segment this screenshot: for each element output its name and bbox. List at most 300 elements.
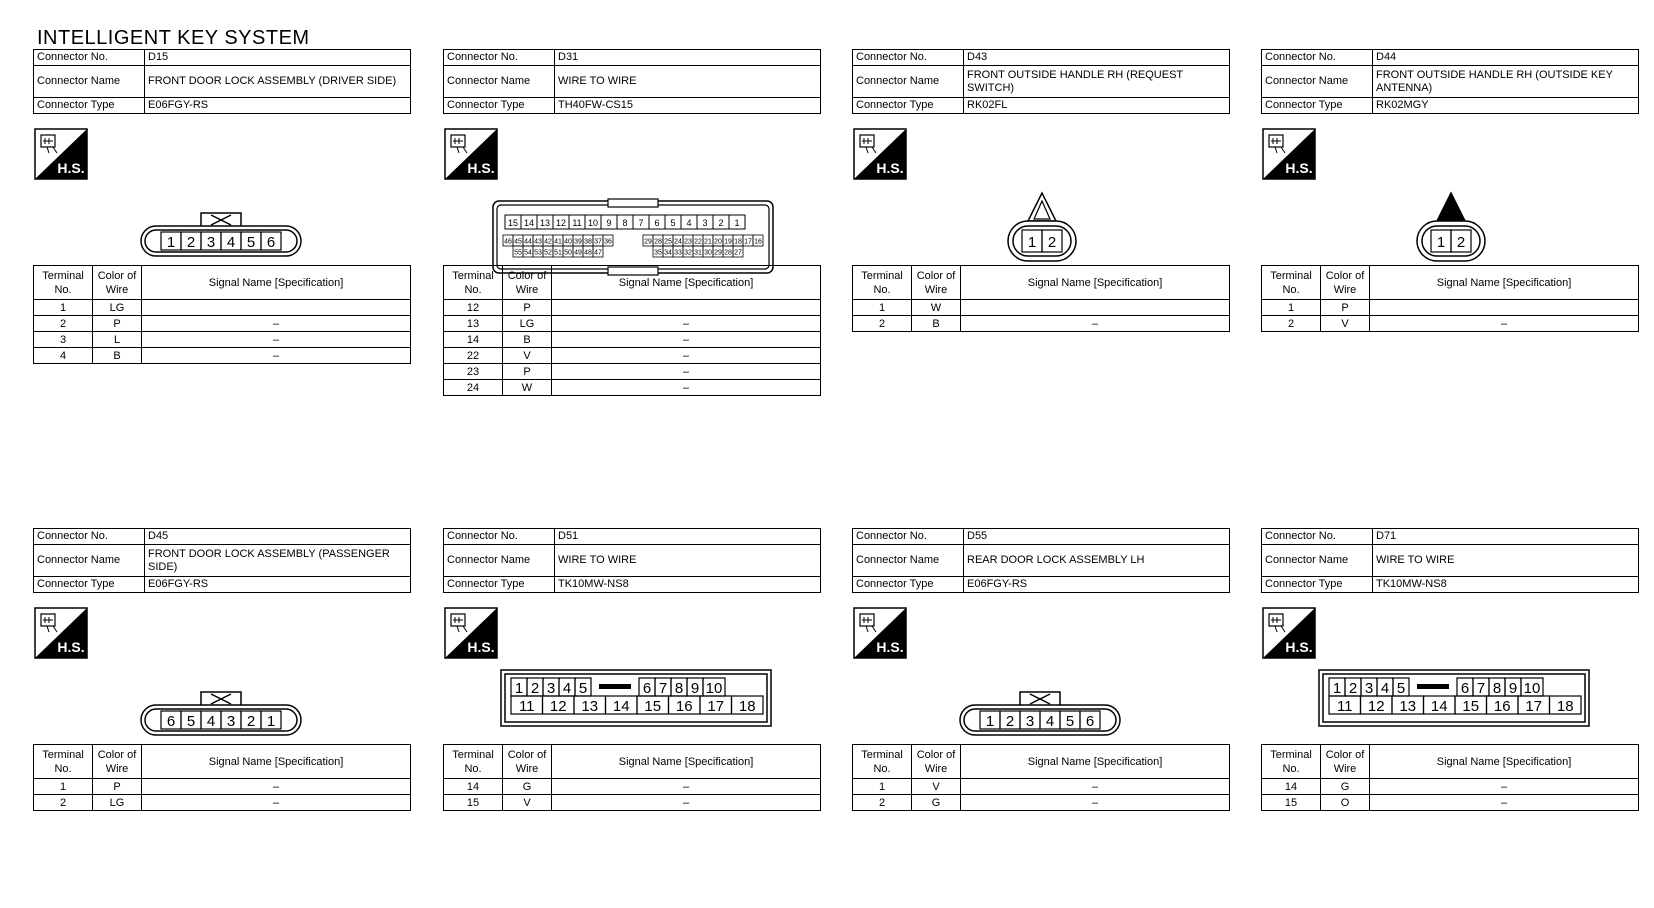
pin-label: 9: [1508, 680, 1518, 697]
pin-label: 12: [549, 698, 567, 715]
terminal-no-header: Terminal No.: [1262, 745, 1321, 779]
hs-badge-icon: [1263, 129, 1315, 179]
signal-name-cell: [142, 300, 411, 316]
pin-label: 54: [524, 249, 532, 257]
connector-header-table: [33, 528, 411, 593]
pin-label: 16: [754, 238, 762, 246]
connector-name-label: Connector Name: [853, 66, 964, 98]
wire-color-cell: V: [503, 348, 552, 364]
signal-table-header-row: [1262, 745, 1639, 779]
pin-label: 5: [578, 680, 588, 697]
pin-label: 2: [718, 218, 724, 228]
wire-color-cell: G: [1321, 779, 1370, 795]
connector-name-label: Connector Name: [853, 545, 964, 577]
pin-label: 15: [507, 218, 519, 228]
terminal-no-cell: 2: [34, 795, 93, 811]
connector-no-value: D43: [964, 50, 1230, 66]
table-row: [34, 300, 411, 316]
pin-label: 11: [572, 218, 582, 228]
pin-label: 6: [166, 713, 176, 730]
terminal-no-cell: 2: [1262, 316, 1321, 332]
hs-label: H.S.: [1285, 639, 1313, 655]
six-pin-connector-diagram: [141, 692, 301, 735]
pin-label: 4: [1045, 713, 1055, 730]
wire-color-cell: LG: [93, 300, 142, 316]
hs-badge-icon: [854, 129, 906, 179]
connector-type-value: TK10MW-NS8: [1373, 577, 1639, 593]
connector-panel: [33, 528, 411, 908]
pin-label: 1: [1436, 234, 1446, 251]
terminal-no-cell: 13: [444, 316, 503, 332]
connector-no-label: Connector No.: [444, 529, 555, 545]
pin-label: 55: [514, 249, 522, 257]
connector-no-label: Connector No.: [1262, 529, 1373, 545]
connector-type-label: Connector Type: [1262, 98, 1373, 114]
connector-no-value: D55: [964, 529, 1230, 545]
connector-name-row: [853, 545, 1230, 577]
wire-color-cell: B: [93, 348, 142, 364]
pin-label: 7: [1476, 680, 1486, 697]
pin-label: 2: [186, 234, 196, 251]
hs-label: H.S.: [1285, 160, 1313, 176]
signal-name-header: Signal Name [Specification]: [142, 266, 411, 300]
connector-name-value: FRONT OUTSIDE HANDLE RH (REQUEST SWITCH): [964, 66, 1230, 98]
connector-type-label: Connector Type: [853, 577, 964, 593]
connector-no-label: Connector No.: [34, 529, 145, 545]
connector-header-table: [1261, 49, 1639, 114]
signal-name-cell: –: [961, 779, 1230, 795]
terminal-no-cell: 14: [444, 332, 503, 348]
table-row: [444, 348, 821, 364]
pin-label: 14: [1430, 698, 1448, 715]
pin-label: 36: [604, 238, 612, 246]
pin-label: 10: [587, 218, 599, 228]
signal-table: [33, 265, 411, 364]
pin-label: 2: [1047, 234, 1057, 251]
table-row: [853, 795, 1230, 811]
connector-diagram: [443, 121, 821, 286]
connector-no-label: Connector No.: [444, 50, 555, 66]
table-row: [444, 380, 821, 396]
terminal-no-header: Terminal No.: [34, 266, 93, 300]
page-title: INTELLIGENT KEY SYSTEM: [37, 27, 310, 49]
connector-type-value: E06FGY-RS: [145, 577, 411, 593]
pin-label: 10: [705, 680, 723, 697]
pin-label: 9: [606, 218, 612, 228]
wire-color-cell: W: [503, 380, 552, 396]
pin-label: 5: [186, 713, 196, 730]
pin-label: 14: [612, 698, 630, 715]
connector-name-label: Connector Name: [34, 66, 145, 98]
connector-type-value: E06FGY-RS: [964, 577, 1230, 593]
connector-name-row: [444, 66, 821, 98]
wire-color-cell: P: [1321, 300, 1370, 316]
two-pin-female-connector-diagram: [1008, 193, 1076, 261]
signal-name-header: Signal Name [Specification]: [142, 745, 411, 779]
color-of-wire-header: Color of Wire: [912, 745, 961, 779]
connector-name-label: Connector Name: [1262, 66, 1373, 98]
signal-name-cell: –: [142, 779, 411, 795]
signal-name-cell: –: [1370, 779, 1639, 795]
wire-color-cell: V: [503, 795, 552, 811]
connector-panel: [1261, 49, 1639, 429]
table-row: [444, 364, 821, 380]
six-pin-connector-diagram: [960, 692, 1120, 735]
connector-panel: [443, 528, 821, 908]
pin-label: 4: [686, 218, 692, 228]
hs-badge-icon: [35, 129, 87, 179]
signal-name-header: Signal Name [Specification]: [552, 266, 821, 300]
pin-label: 23: [684, 238, 692, 246]
pin-label: 10: [1523, 680, 1541, 697]
connector-name-value: WIRE TO WIRE: [555, 66, 821, 98]
pin-label: 8: [622, 218, 628, 228]
pin-label: 1: [514, 680, 524, 697]
table-row: [34, 316, 411, 332]
connector-no-value: D31: [555, 50, 821, 66]
connector-name-value: WIRE TO WIRE: [555, 545, 821, 577]
connector-type-row: [1262, 98, 1639, 114]
pin-label: 50: [564, 249, 572, 257]
wire-color-cell: LG: [503, 316, 552, 332]
hs-label: H.S.: [467, 160, 495, 176]
signal-name-cell: –: [961, 795, 1230, 811]
signal-name-header: Signal Name [Specification]: [961, 266, 1230, 300]
connector-type-value: RK02MGY: [1373, 98, 1639, 114]
hs-label: H.S.: [876, 160, 904, 176]
pin-label: 5: [670, 218, 676, 228]
pin-label: 11: [1336, 698, 1353, 715]
connector-name-label: Connector Name: [34, 545, 145, 577]
pin-label: 39: [574, 238, 582, 246]
terminal-no-header: Terminal No.: [1262, 266, 1321, 300]
color-of-wire-header: Color of Wire: [1321, 266, 1370, 300]
color-of-wire-header: Color of Wire: [503, 745, 552, 779]
terminal-no-cell: 1: [853, 300, 912, 316]
pin-label: 22: [694, 238, 702, 246]
pin-label: 17: [1525, 698, 1543, 715]
connector-no-label: Connector No.: [853, 529, 964, 545]
terminal-no-cell: 15: [444, 795, 503, 811]
connector-diagram: [33, 121, 411, 286]
table-row: [1262, 795, 1639, 811]
connector-type-label: Connector Type: [444, 98, 555, 114]
terminal-no-cell: 1: [34, 300, 93, 316]
color-of-wire-header: Color of Wire: [912, 266, 961, 300]
signal-table: [1261, 744, 1639, 811]
terminal-no-cell: 14: [1262, 779, 1321, 795]
hs-badge-icon: [445, 608, 497, 658]
connector-header-table: [852, 49, 1230, 114]
wire-color-cell: B: [912, 316, 961, 332]
connector-type-value: TH40FW-CS15: [555, 98, 821, 114]
connector-no-row: [34, 529, 411, 545]
connector-diagram: [1261, 121, 1639, 286]
pin-label: 2: [530, 680, 540, 697]
signal-name-cell: –: [142, 348, 411, 364]
pin-label: 14: [523, 218, 535, 228]
hs-label: H.S.: [876, 639, 904, 655]
pin-label: 6: [266, 234, 276, 251]
pin-label: 1: [985, 713, 995, 730]
pin-label: 6: [642, 680, 652, 697]
signal-table: [852, 265, 1230, 332]
pin-label: 47: [594, 249, 602, 257]
signal-name-cell: –: [552, 332, 821, 348]
pin-label: 37: [594, 238, 602, 246]
signal-table-header-row: [1262, 266, 1639, 300]
pin-label: 4: [226, 234, 236, 251]
connector-type-label: Connector Type: [853, 98, 964, 114]
connector-name-label: Connector Name: [444, 545, 555, 577]
signal-table: [33, 744, 411, 811]
signal-name-cell: –: [552, 364, 821, 380]
pin-label: 32: [684, 249, 692, 257]
hs-label: H.S.: [467, 639, 495, 655]
wire-color-cell: L: [93, 332, 142, 348]
pin-label: 49: [574, 249, 582, 257]
connector-name-row: [34, 545, 411, 577]
pin-label: 2: [1005, 713, 1015, 730]
connector-name-label: Connector Name: [444, 66, 555, 98]
connector-header-table: [443, 528, 821, 593]
signal-name-cell: –: [552, 316, 821, 332]
wire-color-cell: P: [93, 316, 142, 332]
terminal-no-cell: 22: [444, 348, 503, 364]
connector-name-value: REAR DOOR LOCK ASSEMBLY LH: [964, 545, 1230, 577]
table-row: [34, 332, 411, 348]
wire-color-cell: B: [503, 332, 552, 348]
connector-name-row: [34, 66, 411, 98]
connector-type-row: [34, 98, 411, 114]
pin-label: 13: [539, 218, 551, 228]
signal-name-header: Signal Name [Specification]: [1370, 266, 1639, 300]
terminal-no-header: Terminal No.: [34, 745, 93, 779]
connector-no-row: [444, 529, 821, 545]
signal-name-cell: [1370, 300, 1639, 316]
connector-type-row: [34, 577, 411, 593]
connector-no-label: Connector No.: [1262, 50, 1373, 66]
pin-label: 5: [246, 234, 256, 251]
connector-no-value: D15: [145, 50, 411, 66]
signal-table-header-row: [34, 745, 411, 779]
connector-type-row: [853, 577, 1230, 593]
pin-label: 1: [734, 218, 740, 228]
signal-name-cell: –: [1370, 316, 1639, 332]
connector-panel: [443, 49, 821, 429]
connector-type-row: [853, 98, 1230, 114]
pin-label: 18: [734, 238, 742, 246]
wire-color-cell: G: [912, 795, 961, 811]
pin-label: 17: [744, 238, 752, 246]
connector-no-value: D44: [1373, 50, 1639, 66]
connector-name-label: Connector Name: [1262, 545, 1373, 577]
eighteen-pin-connector-diagram: [1319, 670, 1589, 726]
table-row: [444, 332, 821, 348]
wire-color-cell: O: [1321, 795, 1370, 811]
terminal-no-cell: 15: [1262, 795, 1321, 811]
color-of-wire-header: Color of Wire: [93, 266, 142, 300]
connector-header-table: [443, 49, 821, 114]
pin-label: 45: [514, 238, 522, 246]
pin-label: 8: [1492, 680, 1502, 697]
pin-label: 1: [166, 234, 176, 251]
pin-label: 4: [206, 713, 216, 730]
terminal-no-cell: 1: [853, 779, 912, 795]
connector-name-row: [444, 545, 821, 577]
six-pin-connector-diagram: [141, 213, 301, 256]
terminal-no-header: Terminal No.: [444, 745, 503, 779]
pin-label: 6: [1085, 713, 1095, 730]
pin-label: 3: [1364, 680, 1374, 697]
table-row: [444, 300, 821, 316]
pin-label: 28: [654, 238, 662, 246]
pin-label: 34: [664, 249, 672, 257]
terminal-no-cell: 2: [853, 795, 912, 811]
signal-table-header-row: [34, 266, 411, 300]
pin-label: 18: [738, 698, 756, 715]
table-row: [34, 779, 411, 795]
connector-type-label: Connector Type: [1262, 577, 1373, 593]
color-of-wire-header: Color of Wire: [1321, 745, 1370, 779]
pin-label: 46: [504, 238, 512, 246]
connector-type-value: E06FGY-RS: [145, 98, 411, 114]
connector-diagram: [1261, 600, 1639, 765]
wire-color-cell: LG: [93, 795, 142, 811]
signal-table-header-row: [853, 266, 1230, 300]
pin-label: 29: [644, 238, 652, 246]
table-row: [853, 779, 1230, 795]
pin-label: 4: [1380, 680, 1390, 697]
table-row: [1262, 300, 1639, 316]
pin-label: 13: [581, 698, 599, 715]
pin-label: 16: [675, 698, 693, 715]
connector-no-row: [1262, 529, 1639, 545]
signal-name-cell: –: [552, 779, 821, 795]
pin-label: 21: [704, 238, 712, 246]
pin-label: 30: [704, 249, 712, 257]
connector-no-row: [34, 50, 411, 66]
terminal-no-cell: 4: [34, 348, 93, 364]
pin-label: 5: [1065, 713, 1075, 730]
connector-type-value: TK10MW-NS8: [555, 577, 821, 593]
pin-label: 31: [694, 249, 702, 257]
pin-label: 7: [658, 680, 668, 697]
connector-type-row: [444, 577, 821, 593]
wire-color-cell: P: [93, 779, 142, 795]
pin-label: 3: [702, 218, 708, 228]
connector-name-value: FRONT DOOR LOCK ASSEMBLY (DRIVER SIDE): [145, 66, 411, 98]
terminal-no-cell: 2: [34, 316, 93, 332]
connector-diagram: [852, 121, 1230, 286]
wire-color-cell: P: [503, 364, 552, 380]
connector-type-label: Connector Type: [34, 577, 145, 593]
pin-label: 2: [246, 713, 256, 730]
connector-type-value: RK02FL: [964, 98, 1230, 114]
table-row: [444, 795, 821, 811]
signal-name-cell: –: [142, 316, 411, 332]
hs-label: H.S.: [57, 160, 85, 176]
connector-no-label: Connector No.: [853, 50, 964, 66]
connector-no-row: [853, 529, 1230, 545]
signal-name-header: Signal Name [Specification]: [552, 745, 821, 779]
table-row: [444, 779, 821, 795]
pin-label: 42: [544, 238, 552, 246]
signal-table: [443, 744, 821, 811]
hs-badge-icon: [1263, 608, 1315, 658]
pin-label: 8: [674, 680, 684, 697]
connector-no-value: D51: [555, 529, 821, 545]
pin-label: 6: [1460, 680, 1470, 697]
terminal-no-cell: 1: [1262, 300, 1321, 316]
signal-name-cell: –: [142, 795, 411, 811]
pin-label: 27: [734, 249, 742, 257]
pin-label: 13: [1399, 698, 1417, 715]
pin-label: 3: [226, 713, 236, 730]
pin-label: 3: [206, 234, 216, 251]
pin-label: 15: [1462, 698, 1480, 715]
connector-no-row: [1262, 50, 1639, 66]
signal-name-header: Signal Name [Specification]: [1370, 745, 1639, 779]
two-pin-male-connector-diagram: [1417, 193, 1485, 261]
pin-label: 12: [555, 218, 567, 228]
connector-header-table: [33, 49, 411, 114]
connector-panel: [852, 49, 1230, 429]
connector-panel: [852, 528, 1230, 908]
wire-color-cell: P: [503, 300, 552, 316]
signal-name-cell: –: [552, 348, 821, 364]
terminal-no-header: Terminal No.: [444, 266, 503, 300]
terminal-no-cell: 1: [34, 779, 93, 795]
signal-name-header: Signal Name [Specification]: [961, 745, 1230, 779]
hs-badge-icon: [854, 608, 906, 658]
connector-diagram: [443, 600, 821, 765]
pin-label: 38: [584, 238, 592, 246]
table-row: [34, 795, 411, 811]
pin-label: 28: [724, 249, 732, 257]
table-row: [853, 300, 1230, 316]
connector-type-label: Connector Type: [444, 577, 555, 593]
pin-label: 4: [562, 680, 572, 697]
pin-label: 40: [564, 238, 572, 246]
connector-type-row: [444, 98, 821, 114]
wire-color-cell: W: [912, 300, 961, 316]
signal-table: [443, 265, 821, 396]
hs-badge-icon: [445, 129, 497, 179]
wire-color-cell: V: [1321, 316, 1370, 332]
eighteen-pin-connector-diagram: [501, 670, 771, 726]
pin-label: 5: [1396, 680, 1406, 697]
pin-label: 7: [638, 218, 644, 228]
table-row: [1262, 779, 1639, 795]
terminal-no-cell: 24: [444, 380, 503, 396]
pin-label: 20: [714, 238, 722, 246]
connector-type-label: Connector Type: [34, 98, 145, 114]
connector-panel: [1261, 528, 1639, 908]
pin-label: 24: [674, 238, 682, 246]
connector-name-row: [853, 66, 1230, 98]
pin-label: 41: [554, 238, 562, 246]
connector-name-value: FRONT DOOR LOCK ASSEMBLY (PASSENGER SIDE): [145, 545, 411, 577]
pin-label: 15: [644, 698, 662, 715]
pin-label: 1: [266, 713, 276, 730]
signal-name-cell: [552, 300, 821, 316]
terminal-no-header: Terminal No.: [853, 745, 912, 779]
connector-name-row: [1262, 545, 1639, 577]
color-of-wire-header: Color of Wire: [503, 266, 552, 300]
forty-pin-connector-diagram: [493, 199, 773, 275]
pin-label: 33: [674, 249, 682, 257]
